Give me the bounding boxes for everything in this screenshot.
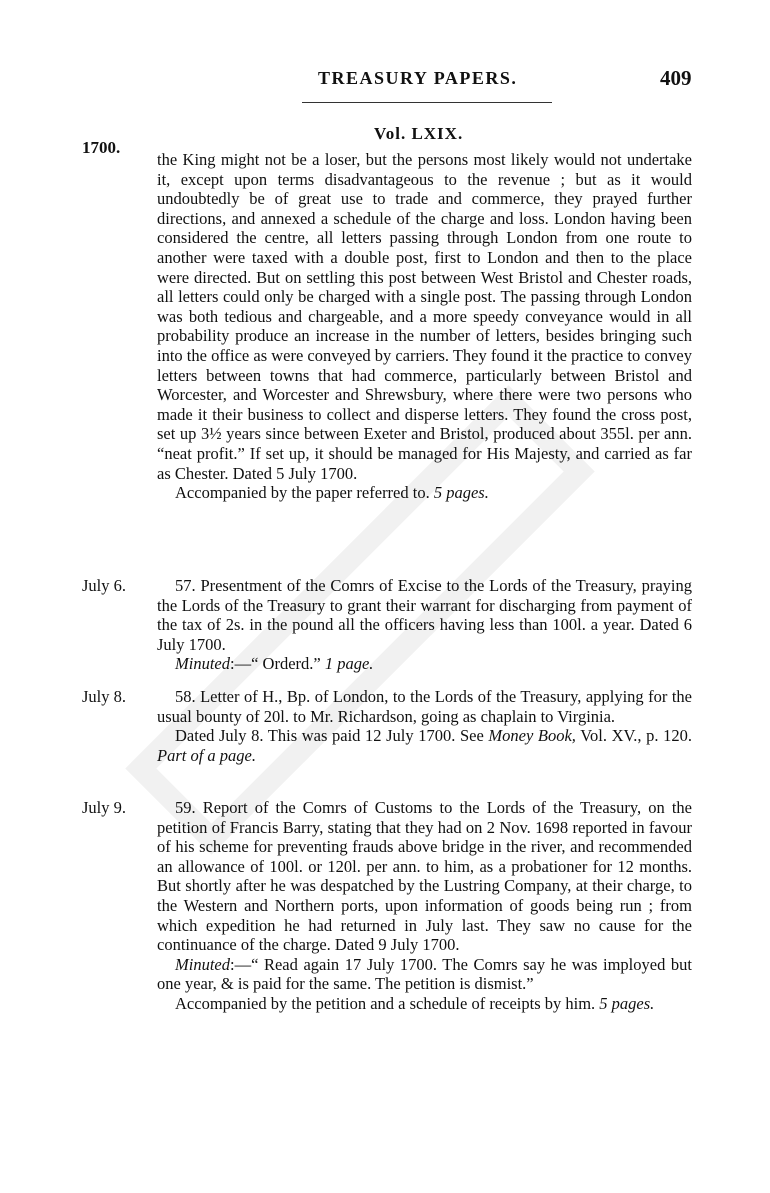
- pages-note: 5 pages.: [599, 993, 655, 1013]
- entry-minuted: [157, 654, 692, 674]
- accompanied-text: Accompanied by the paper referred to.: [175, 483, 430, 503]
- header-rule: [302, 102, 552, 103]
- minuted-label: Minuted: [175, 654, 230, 674]
- entry-57: [157, 576, 692, 674]
- entry-accompanied: [157, 994, 692, 1014]
- entry-date: July 8.: [82, 687, 127, 706]
- entry-minuted: [157, 955, 692, 994]
- entry-59: [157, 798, 692, 1014]
- volume-heading: Vol. LXIX.: [374, 124, 464, 143]
- money-book: Money Book,: [488, 726, 576, 746]
- entry-text: 58. Letter of H., Bp. of London, to the Lords of the Treasury, applying for the usual bounty of 20l. to Mr. Richardson, going as chaplain to Virginia.: [157, 687, 692, 726]
- running-head: [0, 66, 770, 96]
- entry-date: July 9.: [82, 798, 127, 817]
- note-ref: Vol. XV., p. 120.: [580, 726, 693, 746]
- continuation-accompanied: [157, 483, 692, 503]
- continuation-block: [157, 150, 692, 503]
- pages-note: 1 page.: [324, 654, 374, 674]
- minuted-text: :—“ Orderd.”: [230, 654, 321, 674]
- continuation-text: the King might not be a loser, but the persons most likely would not undertake it, except upon terms disadvantageous to the revenue ; but as it would undoubtedly be of great use to trade and commerce, they prayed further directions, and annexed a schedule of the charge and loss. London having been considered the centre, all letters passing through London from one route to another were taxed with a double post, first to London and then to the place were directed. But on settling this post between West Bristol and Chester roads, all letters could only be charged with a single post. The passing through London was both tedious and chargeable, and a more speedy conveyance would in all probability produce an increase in the number of letters, besides bringing such into the office as were conveyed by carriers. They found it the practice to convey letters between towns that had commerce, particularly between Bristol and Worcester, and Worcester and Shrewsbury, where there were two persons who made it their business to collect and disperse letters. They found the cross post, set up 3½ years since between Exeter and Bristol, produced about 355l. per ann. “neat profit.” If set up, it should be managed for His Majesty, and carried as far as Chester. Dated 5 July 1700.: [157, 150, 692, 483]
- minuted-label: Minuted: [175, 954, 230, 974]
- entry-date: July 6.: [82, 576, 127, 595]
- accompanied-text: Accompanied by the petition and a schedule of receipts by him.: [175, 993, 596, 1013]
- page-number: 409: [660, 66, 692, 90]
- entry-text: 59. Report of the Comrs of Customs to the Lords of the Treasury, on the petition of Francis Barry, stating that they had on 2 Nov. 1698 reported in favour of his scheme for preventing frauds above bridge in the river, and recommended an allowance of 100l. or 120l. per ann. to him, as a probationer for 12 months. But shortly after he was despatched by the Lustring Company, at their charge, to the Western and Northern ports, upon information of goods being run ; from which expedition he had returned in July last. They saw no cause for the continuance of the charge. Dated 9 July 1700.: [157, 798, 692, 955]
- minuted-text: :—“ Read again 17 July 1700. The Comrs say he was imployed but one year, & is paid for the same. The petition is dismist.”: [157, 954, 692, 994]
- pages-note: Part of a page.: [157, 745, 256, 765]
- entry-58: [157, 687, 692, 765]
- margin-year: 1700.: [82, 138, 121, 157]
- running-title: TREASURY PAPERS.: [318, 68, 518, 88]
- entry-text: 57. Presentment of the Comrs of Excise to the Lords of the Treasury, praying the Lords of the Treasury to grant their warrant for discharging from payment of the tax of 2s. in the pound all the officers having less than 100l. a year. Dated 6 July 1700.: [157, 576, 692, 654]
- entry-note: [157, 726, 692, 765]
- note-text: Dated July 8. This was paid 12 July 1700. See: [175, 726, 484, 746]
- pages-note: 5 pages.: [433, 483, 489, 503]
